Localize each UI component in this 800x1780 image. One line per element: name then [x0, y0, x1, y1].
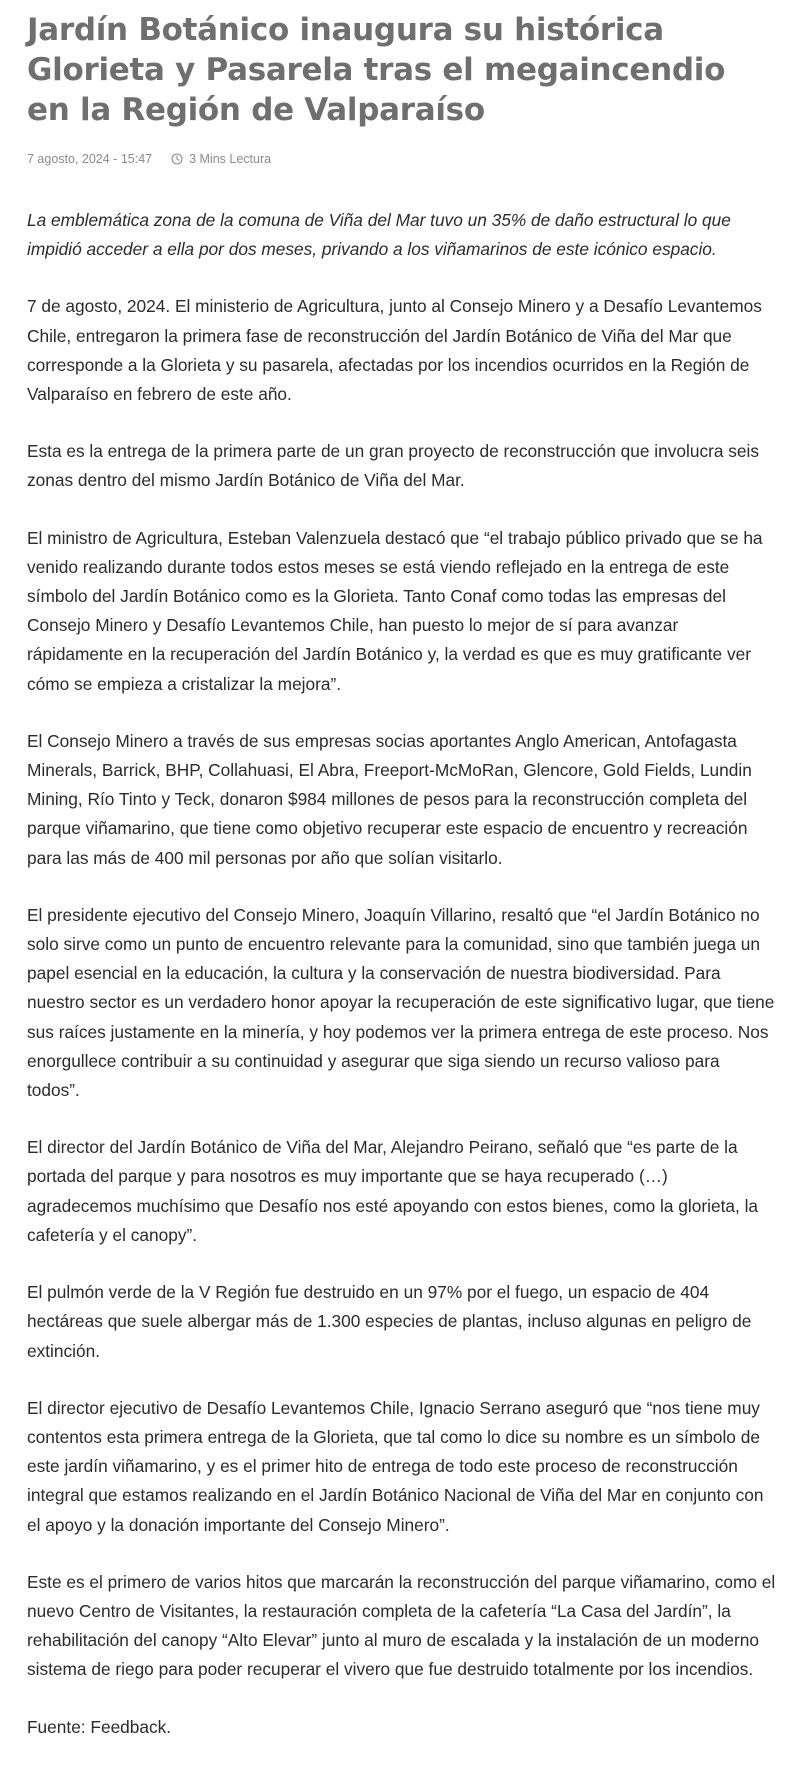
article-paragraph: El director del Jardín Botánico de Viña del Mar, Alejandro Peirano, señaló que “es parte de la portada del parque y para nosotros es muy importante que se haya recuperado (…) agradecemos muchísimo que Desafío nos esté apoyando con estos bienes, como la glorieta, la cafetería y el canopy”.	[27, 1137, 759, 1245]
article-date: 7 agosto, 2024 - 15:47	[27, 152, 153, 166]
clock-icon	[171, 153, 183, 165]
article-lead: La emblemática zona de la comuna de Viña del Mar tuvo un 35% de daño estructural lo que impidió acceder a ella por dos meses, privando a los viñamarinos de este icónico espacio.	[27, 210, 731, 260]
article-source: Fuente: Feedback.	[27, 1716, 172, 1737]
article-title: Jardín Botánico inaugura su histórica Glorieta y Pasarela tras el megaincendio en la Región de Valparaíso	[27, 12, 726, 128]
article-paragraph: Este es el primero de varios hitos que marcarán la reconstrucción del parque viñamarino, como el nuevo Centro de Visitantes, la restauración completa de la cafetería “La Casa del Jardín”, la rehabilitación del canopy “Alto Elevar” junto al muro de escalada y la instalación de un moderno sistema de riego para poder recuperar el vivero que fue destruido totalmente por los incendios.	[27, 1571, 776, 1680]
reading-time	[171, 152, 271, 166]
article-paragraph: El pulmón verde de la V Región fue destruido en un 97% por el fuego, un espacio de 404 hectáreas que suele albergar más de 1.300 especies de plantas, incluso algunas en peligro de extinción.	[27, 1282, 752, 1361]
article-paragraph: El presidente ejecutivo del Consejo Minero, Joaquín Villarino, resaltó que “el Jardín Botánico no solo sirve como un punto de encuentro relevante para la comunidad, sino que también juega un papel esencial en la educación, la cultura y la conservación de nuestra biodiversidad. Para nuestro sector es un verdadero honor apoyar la recuperación de este significativo lugar, que tiene sus raíces justamente en la minería, y hoy podemos ver la primera entrega de este proceso. Nos enorgullece contribuir a su continuidad y asegurar que siga siendo un recurso valioso para todos”.	[27, 904, 775, 1101]
article-paragraph: El director ejecutivo de Desafío Levantemos Chile, Ignacio Serrano aseguró que “nos tiene muy contentos esta primera entrega de la Glorieta, que tal como lo dice su nombre es un símbolo de este jardín viñamarino, y es el primer hito de entrega de todo este proceso de reconstrucción integral que estamos realizando en el Jardín Botánico Nacional de Viña del Mar en conjunto con el apoyo y la donación importante del Consejo Minero”.	[27, 1397, 764, 1535]
article-paragraph: Esta es la entrega de la primera parte de un gran proyecto de reconstrucción que involucra seis zonas dentro del mismo Jardín Botánico de Viña del Mar.	[27, 441, 759, 491]
article-paragraph: El Consejo Minero a través de sus empresas socias aportantes Anglo American, Antofagasta Minerals, Barrick, BHP, Collahuasi, El Abra, Freeport-McMoRan, Glencore, Gold Fields, Lundin Mining, Río Tinto y Teck, donaron $984 millones de pesos para la reconstrucción completa del parque viñamarino, que tiene como objetivo recuperar este espacio de encuentro y recreación para las más de 400 mil personas por año que solían visitarlo.	[27, 730, 752, 868]
reading-time-label: 3 Mins Lectura	[189, 152, 272, 166]
article-paragraph: 7 de agosto, 2024. El ministerio de Agricultura, junto al Consejo Minero y a Desafío Levantemos Chile, entregaron la primera fase de reconstrucción del Jardín Botánico de Viña del Mar que corresponde a la Glorieta y su pasarela, afectadas por los incendios ocurridos en la Región de Valparaíso en febrero de este año.	[27, 296, 762, 405]
article-paragraph: El ministro de Agricultura, Esteban Valenzuela destacó que “el trabajo público privado que se ha venido realizando durante todos estos meses se está viendo reflejado en la entrega de este símbolo del Jardín Botánico como es la Glorieta. Tanto Conaf como todas las empresas del Consejo Minero y Desafío Levantemos Chile, han puesto lo mejor de sí para avanzar rápidamente en la recuperación del Jardín Botánico y, la verdad es que es muy gratificante ver cómo se empieza a cristalizar la mejora”.	[27, 527, 763, 694]
article-body	[27, 206, 776, 1742]
article-meta	[27, 150, 776, 168]
